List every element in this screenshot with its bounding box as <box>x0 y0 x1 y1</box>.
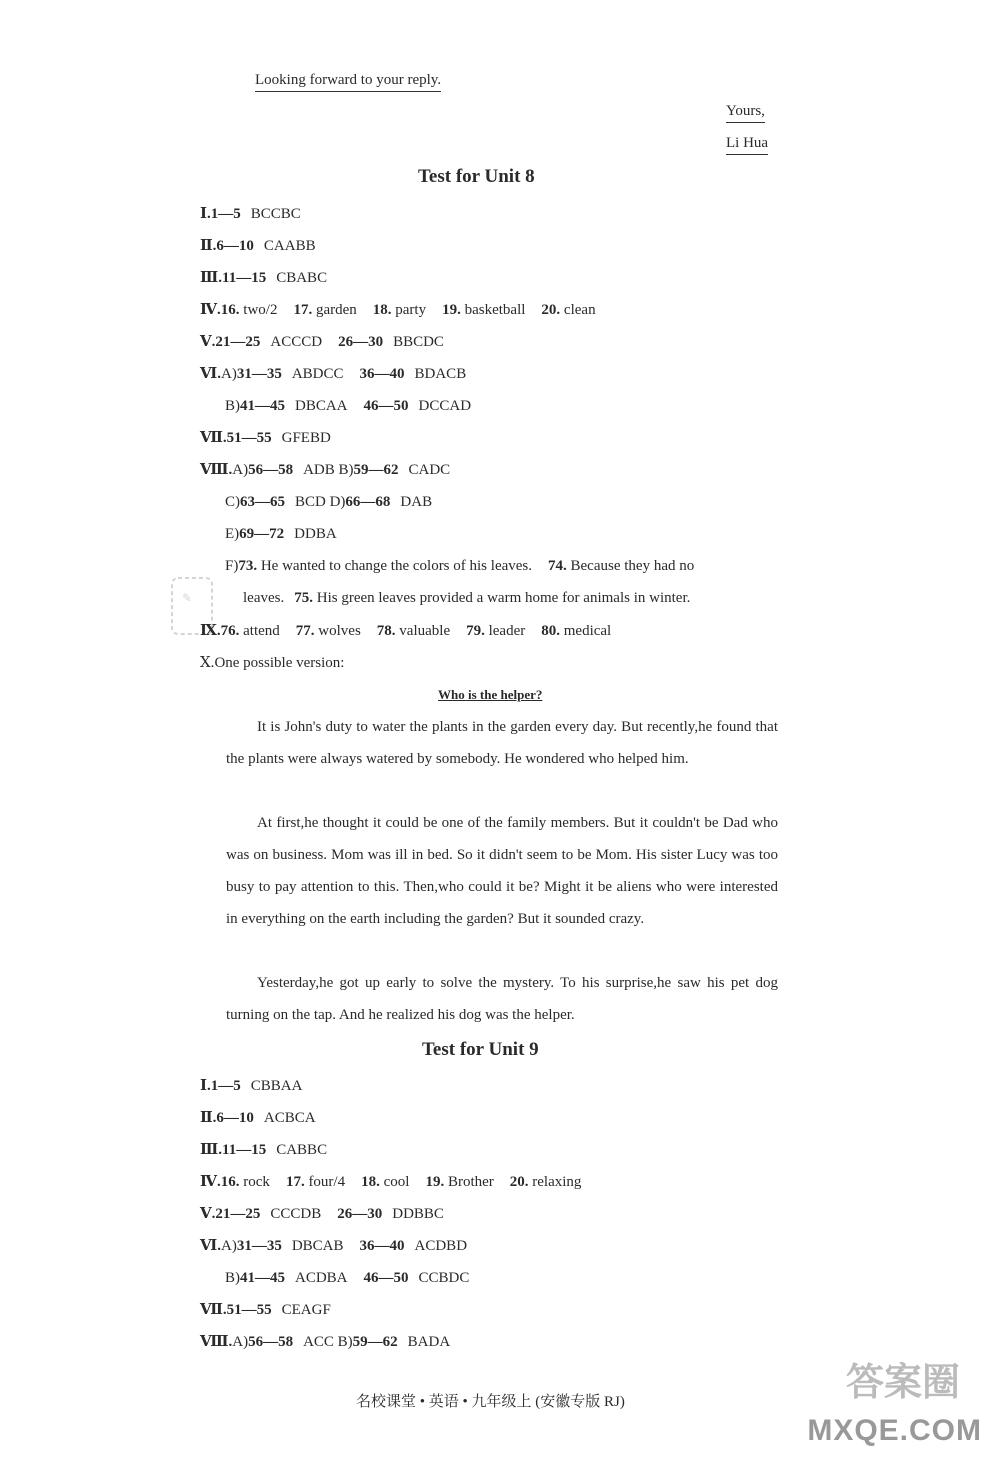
essay-paragraph-3: Yesterday,he got up early to solve the mystery. To his surprise,he saw his pet dog turning on the tap. And he realized his dog was the helper. <box>226 975 778 1023</box>
essay-paragraph-1: It is John's duty to water the plants in the garden every day. But recently,he found that the plants were always watered by somebody. He wondered who helped him. <box>226 719 778 767</box>
letter-closing-line: Looking forward to your reply. <box>255 70 441 92</box>
unit8-section-1: Ⅰ.1—5 BCCBC <box>200 206 301 222</box>
unit8-section-9: Ⅸ.76. attend 77. wolves 78. valuable 79. leader 80. medical <box>200 623 612 639</box>
watermark-url: MXQE.COM <box>807 1414 982 1447</box>
unit9-section-1: Ⅰ.1—5 CBBAA <box>200 1078 303 1094</box>
unit9-title: Test for Unit 9 <box>422 1039 539 1060</box>
svg-text:✎: ✎ <box>182 591 193 605</box>
unit8-section-8cd: C)63—65 BCD D)66—68 DAB <box>225 494 433 510</box>
unit9-section-4: Ⅳ.16. rock 17. four/4 18. cool 19. Brother 20. relaxing <box>200 1174 582 1190</box>
essay-title: Who is the helper? <box>438 687 543 702</box>
unit9-section-5: Ⅴ.21—25 CCCDB 26—30 DDBBC <box>200 1206 444 1222</box>
letter-signature: Li Hua <box>726 133 768 155</box>
unit8-section-10: Ⅹ.One possible version: <box>200 655 345 671</box>
unit8-section-3: Ⅲ.11—15 CBABC <box>200 270 328 286</box>
unit9-section-6a: Ⅵ.A)31—35 DBCAB 36—40 ACDBD <box>200 1238 468 1254</box>
unit9-section-3: Ⅲ.11—15 CABBC <box>200 1142 328 1158</box>
unit8-section-2: Ⅱ.6—10 CAABB <box>200 238 316 254</box>
watermark-logo: 答案圈 <box>845 1360 960 1404</box>
unit8-section-5: Ⅴ.21—25 ACCCD 26—30 BBCDC <box>200 334 444 350</box>
unit9-section-7: Ⅶ.51—55 CEAGF <box>200 1302 331 1318</box>
unit8-section-7: Ⅶ.51—55 GFEBD <box>200 430 331 446</box>
unit8-section-4: Ⅳ.16. two/2 17. garden 18. party 19. basketball 20. clean <box>200 302 596 318</box>
unit8-section-8ab: Ⅷ.A)56—58 ADB B)59—62 CADC <box>200 462 451 478</box>
unit8-section-8f: F)73. He wanted to change the colors of his leaves. 74. Because they had no <box>225 558 695 574</box>
unit9-section-8: Ⅷ.A)56—58 ACC B)59—62 BADA <box>200 1334 451 1350</box>
essay-paragraph-2: At first,he thought it could be one of the family members. But it couldn't be Dad who was on business. Mom was ill in bed. So it didn't seem to be Mom. His sister Lucy was too busy to pay attention to this. Then,who could it be? Might it be aliens who were interested in everything on the earth including the garden? But it sounded crazy. <box>226 815 778 927</box>
unit9-section-6b: B)41—45 ACDBA 46—50 CCBDC <box>225 1270 470 1286</box>
unit8-section-8e: E)69—72 DDBA <box>225 526 337 542</box>
unit9-section-2: Ⅱ.6—10 ACBCA <box>200 1110 316 1126</box>
page-footer: 名校课堂 • 英语 • 九年级上 (安徽专版 RJ) <box>356 1394 625 1410</box>
unit8-section-6a: Ⅵ.A)31—35 ABDCC 36—40 BDACB <box>200 366 467 382</box>
unit8-title: Test for Unit 8 <box>418 166 535 187</box>
unit8-section-6b: B)41—45 DBCAA 46—50 DCCAD <box>225 398 472 414</box>
unit8-section-8f-cont: leaves. 75. His green leaves provided a warm home for animals in winter. <box>243 590 691 606</box>
letter-sign-off: Yours, <box>726 101 765 123</box>
